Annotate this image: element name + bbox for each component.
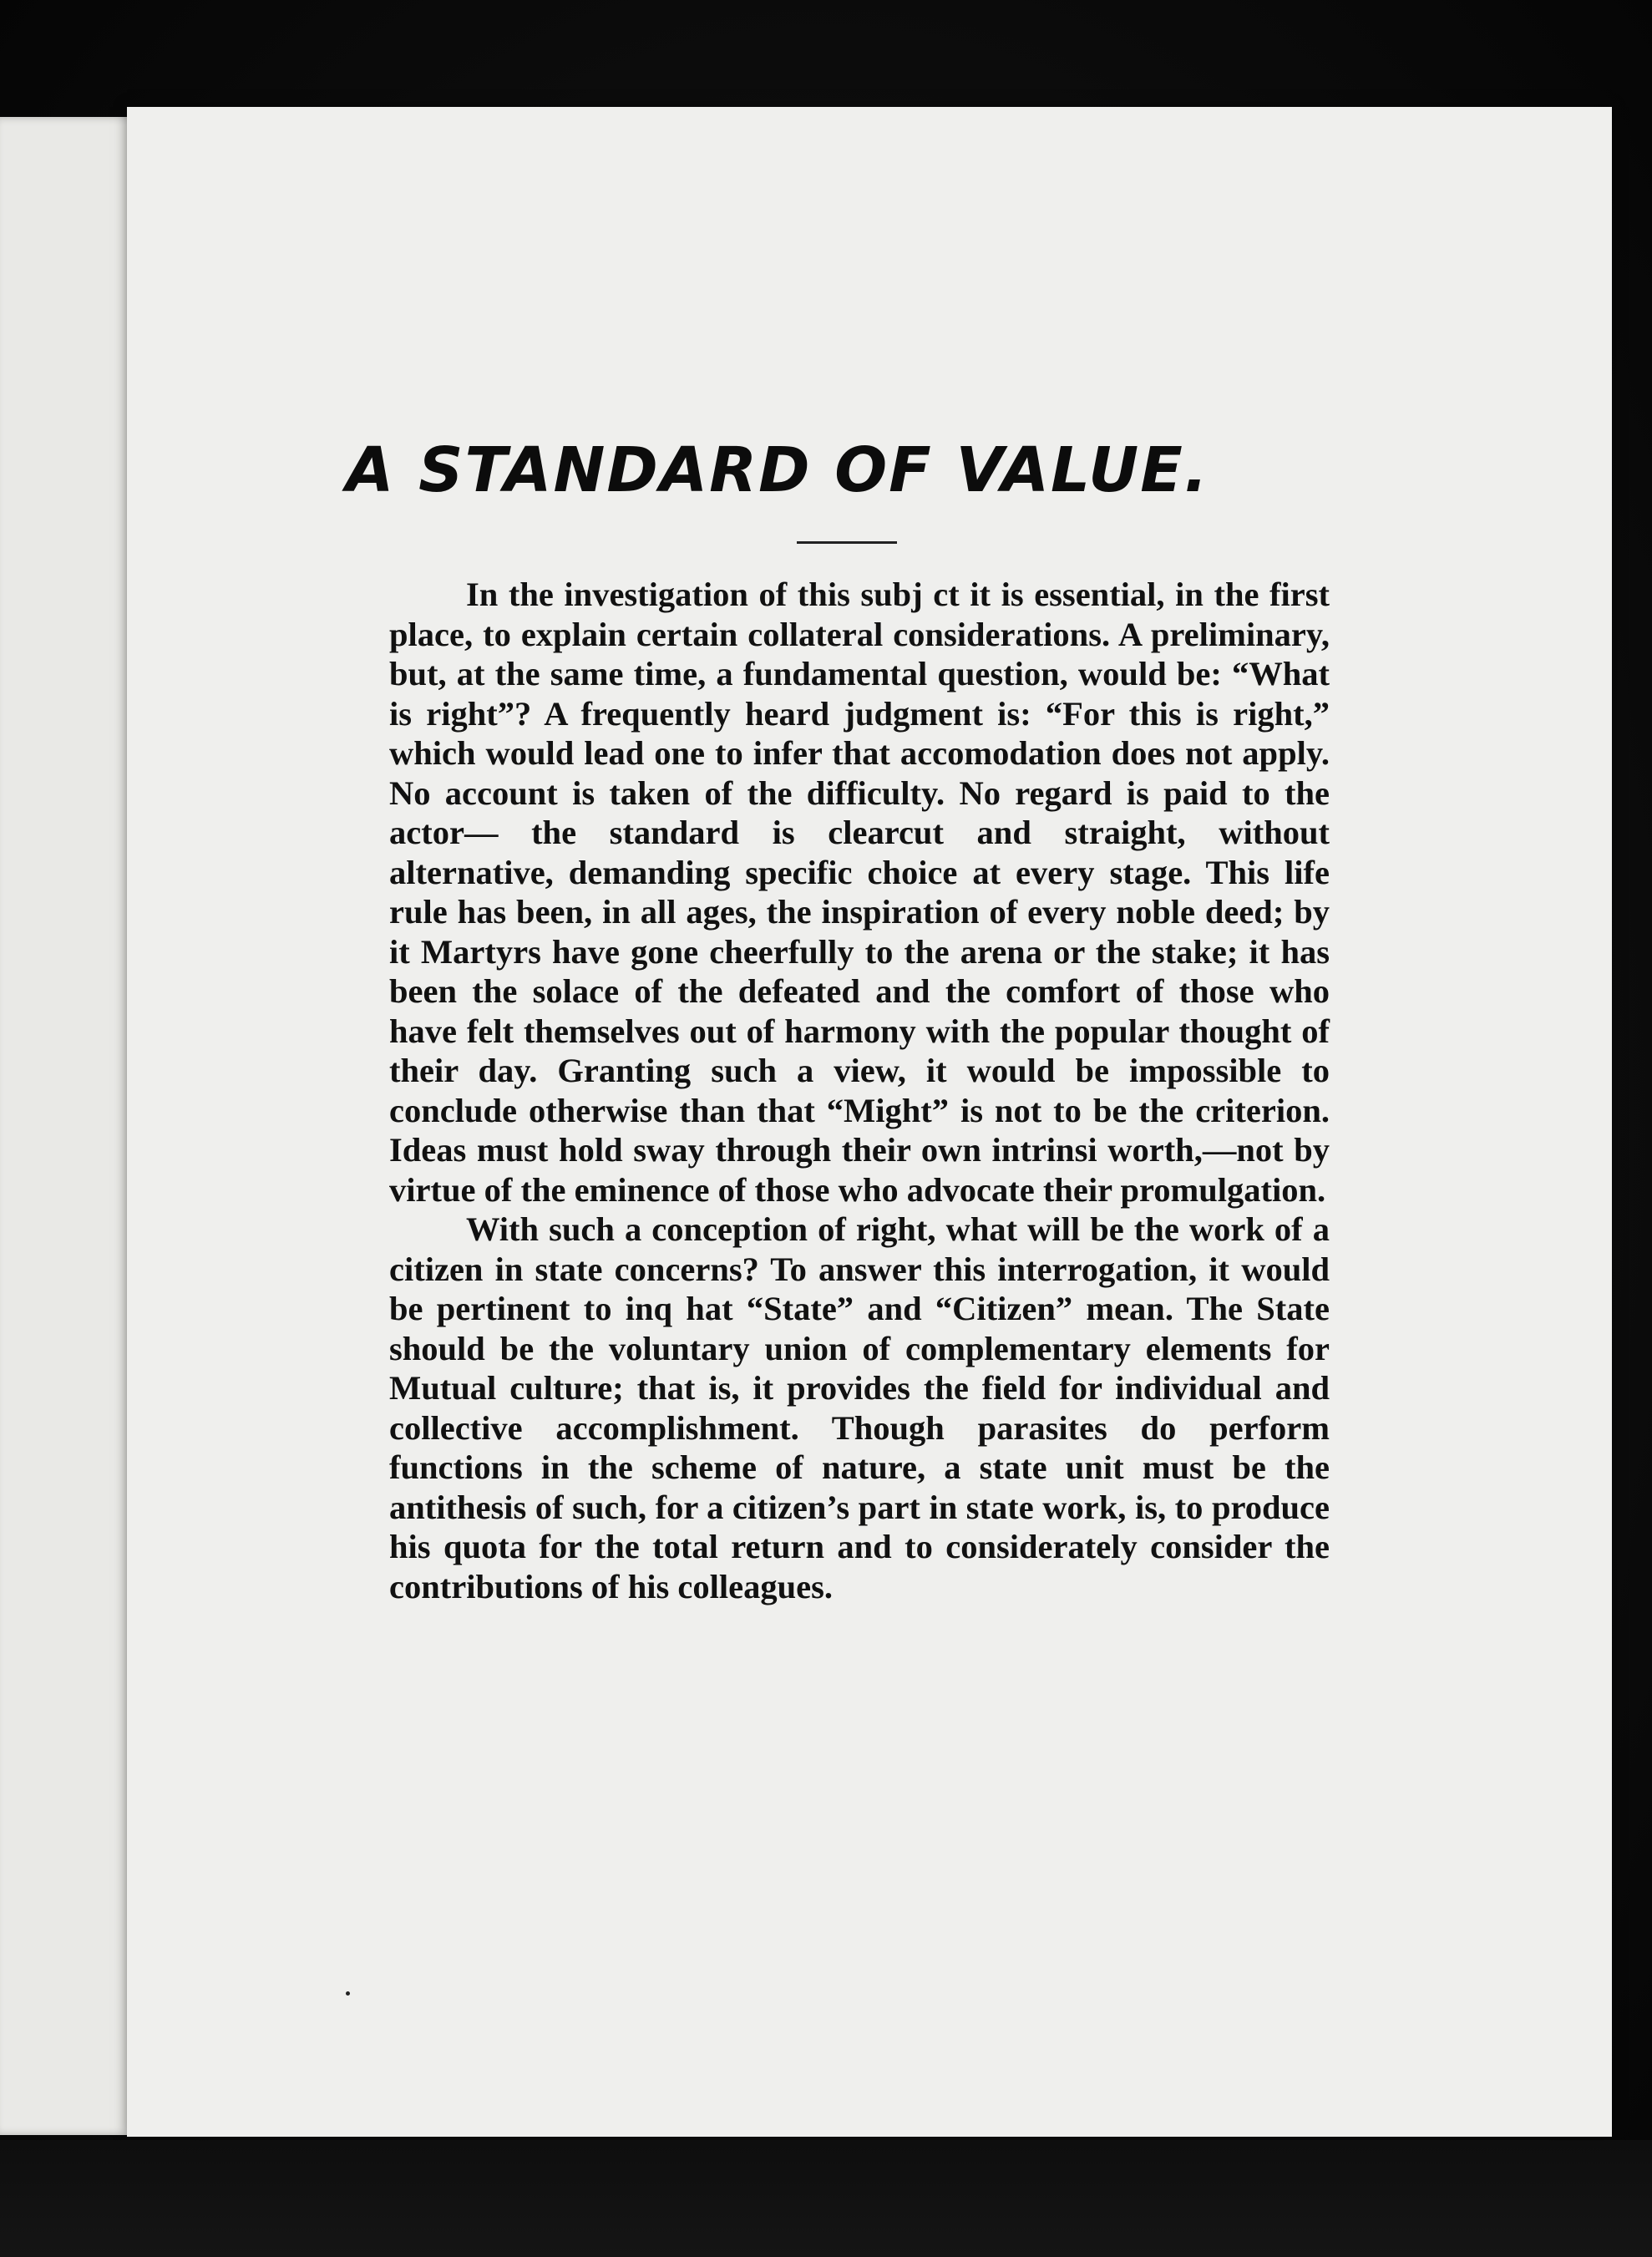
paper-speck bbox=[346, 1991, 350, 1996]
scan-bottom-edge bbox=[0, 2140, 1652, 2257]
title-underline bbox=[797, 541, 897, 544]
page-title: A STANDARD OF VALUE. bbox=[346, 434, 1209, 506]
document-page bbox=[127, 107, 1612, 2137]
paragraph-1: In the investigation of this subj ct it is essential, in the first place, to explain certain collateral considerations. A preliminary, but, at the same time, a fundamental question, would be: “What is right”? A frequently heard judgment is: “For this is right,” which would lead one to infer that accomodation does not apply. No account is taken of the difficulty. No regard is paid to the actor— the standard is clearcut and straight, without alternative, demanding specific choice at every stage. This life rule has been, in all ages, the inspiration of every noble deed; by it Martyrs have gone cheerfully to the arena or the stake; it has been the solace of the defeated and the comfort of those who have felt themselves out of harmony with the popular thought of their day. Granting such a view, it would be impossible to conclude otherwise than that “Might” is not to be the criterion. Ideas must hold sway through their own intrinsi worth,—not by virtue of the eminence of those who advocate their promulgation. bbox=[389, 576, 1330, 1209]
paragraph-2: With such a conception of right, what will be the work of a citizen in state concerns? To answer this interrogation, it would be pertinent to inq hat “State” and “Citizen” mean. The State should be the voluntary union of complementary elements for Mutual culture; that is, it provides the field for individual and collective accomplishment. Though parasites do perform functions in the scheme of nature, a state unit must be the antithesis of such, for a citizen’s part in state work, is, to produce his quota for the total return and to considerately consider the contributions of his colleagues. bbox=[389, 1210, 1330, 1605]
body-text bbox=[389, 575, 1330, 1606]
